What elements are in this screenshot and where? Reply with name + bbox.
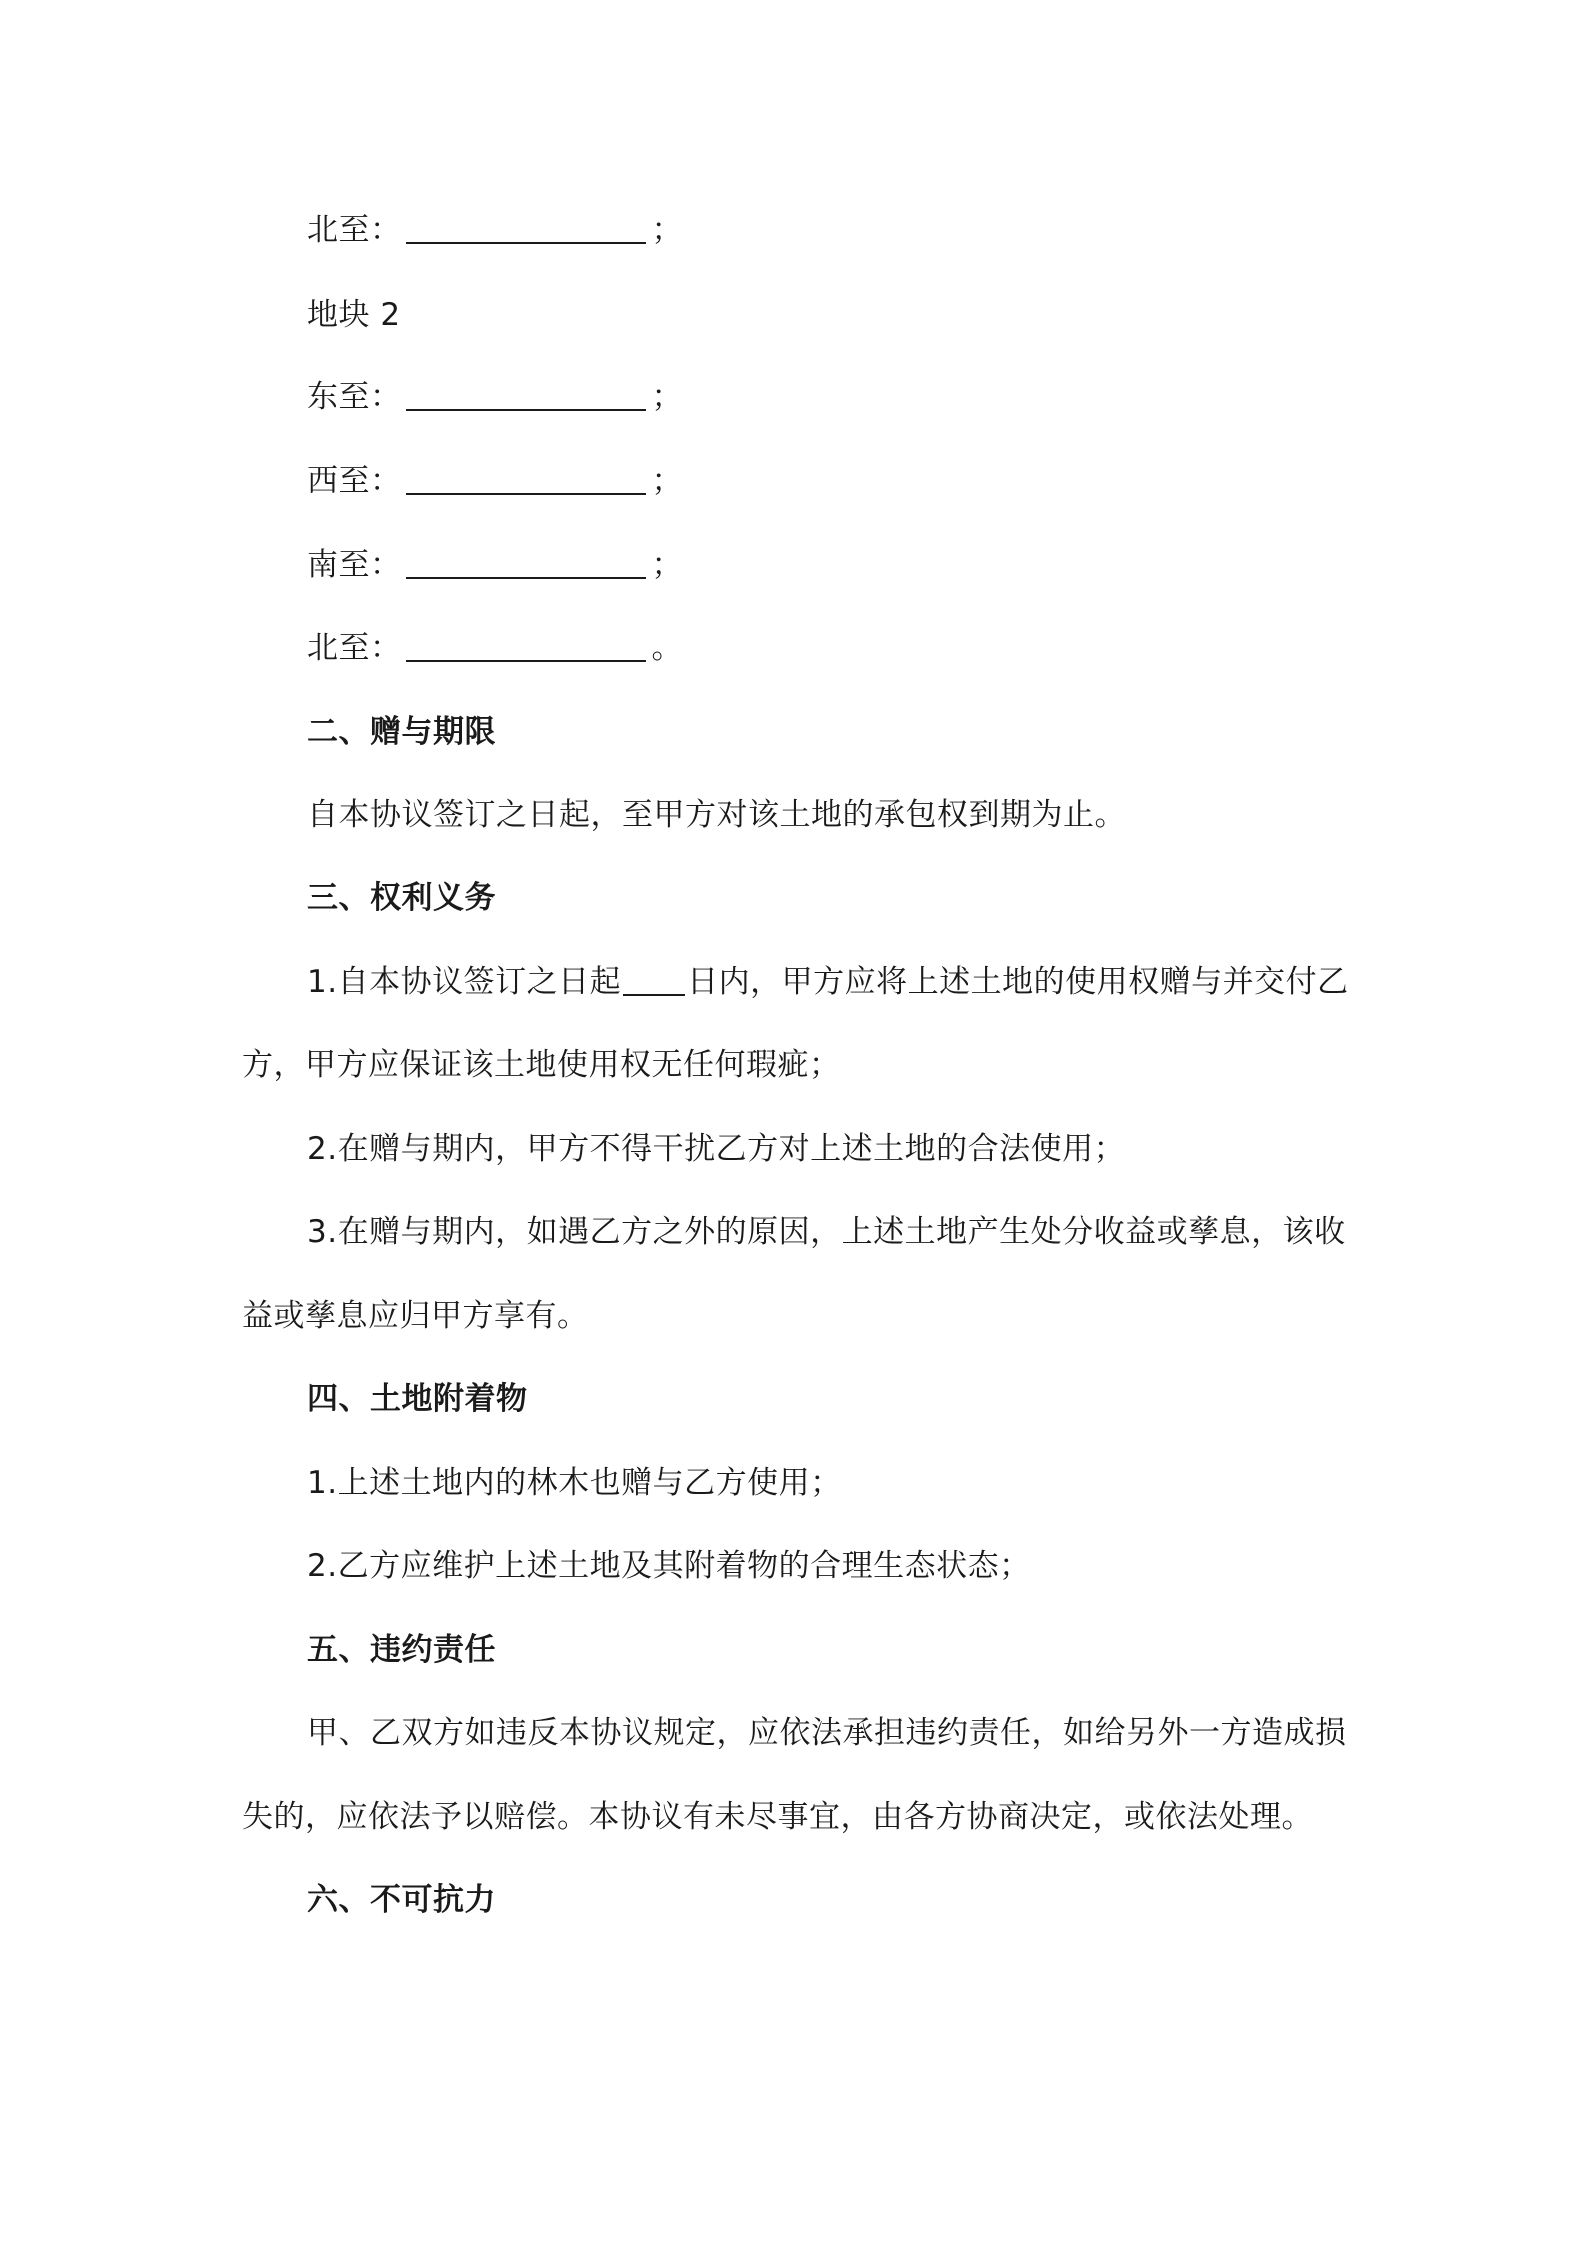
boundary-end: ； xyxy=(651,547,683,583)
boundary-label: 西至： xyxy=(307,463,402,499)
rights-item-1-continued: 方，甲方应保证该土地使用权无任何瑕疵； xyxy=(242,1047,841,1083)
fill-in-blank xyxy=(406,463,646,495)
boundary-label: 南至： xyxy=(307,547,402,583)
rights-item-3: 3.在赠与期内，如遇乙方之外的原因，上述土地产生处分收益或孳息，该收 xyxy=(307,1214,1346,1250)
north-boundary-line-1 xyxy=(307,208,683,252)
boundary-end: ； xyxy=(651,212,683,248)
section-heading-attachments: 四、土地附着物 xyxy=(307,1381,528,1417)
term-body: 自本协议签订之日起，至甲方对该土地的承包权到期为止。 xyxy=(307,797,1126,833)
liability-body-line-2: 失的，应依法予以赔偿。本协议有未尽事宜，由各方协商决定，或依法处理。 xyxy=(242,1799,1313,1835)
fill-in-blank-days xyxy=(623,964,685,996)
south-boundary-line xyxy=(307,543,683,587)
rights-item-3-continued: 益或孳息应归甲方享有。 xyxy=(242,1298,589,1334)
east-boundary-line xyxy=(307,375,683,419)
rights-item-1 xyxy=(307,960,1349,1004)
fill-in-blank xyxy=(406,212,646,244)
boundary-label: 东至： xyxy=(307,379,402,415)
boundary-end: 。 xyxy=(651,630,683,666)
section-heading-rights: 三、权利义务 xyxy=(307,880,496,916)
rights-item-2: 2.在赠与期内，甲方不得干扰乙方对上述土地的合法使用； xyxy=(307,1131,1126,1167)
plot-2-title: 地块 2 xyxy=(307,297,401,333)
fill-in-blank xyxy=(406,379,646,411)
liability-body-line-1: 甲、乙双方如违反本协议规定，应依法承担违约责任，如给另外一方造成损 xyxy=(307,1715,1347,1751)
rights-item-1-text-post: 日内，甲方应将上述土地的使用权赠与并交付乙 xyxy=(687,964,1349,1000)
attachments-item-2: 2.乙方应维护上述土地及其附着物的合理生态状态； xyxy=(307,1548,1031,1584)
rights-item-1-text: 1.自本协议签订之日起 xyxy=(307,964,622,1000)
fill-in-blank xyxy=(406,630,646,662)
west-boundary-line xyxy=(307,459,683,503)
boundary-end: ； xyxy=(651,463,683,499)
section-heading-force-majeure: 六、不可抗力 xyxy=(307,1882,496,1918)
boundary-label: 北至： xyxy=(307,212,402,248)
section-heading-liability: 五、违约责任 xyxy=(307,1632,496,1668)
section-heading-term: 二、赠与期限 xyxy=(307,714,496,750)
attachments-item-1: 1.上述土地内的林木也赠与乙方使用； xyxy=(307,1465,842,1501)
boundary-end: ； xyxy=(651,379,683,415)
north-boundary-line-2 xyxy=(307,626,683,670)
fill-in-blank xyxy=(406,547,646,579)
boundary-label: 北至： xyxy=(307,630,402,666)
